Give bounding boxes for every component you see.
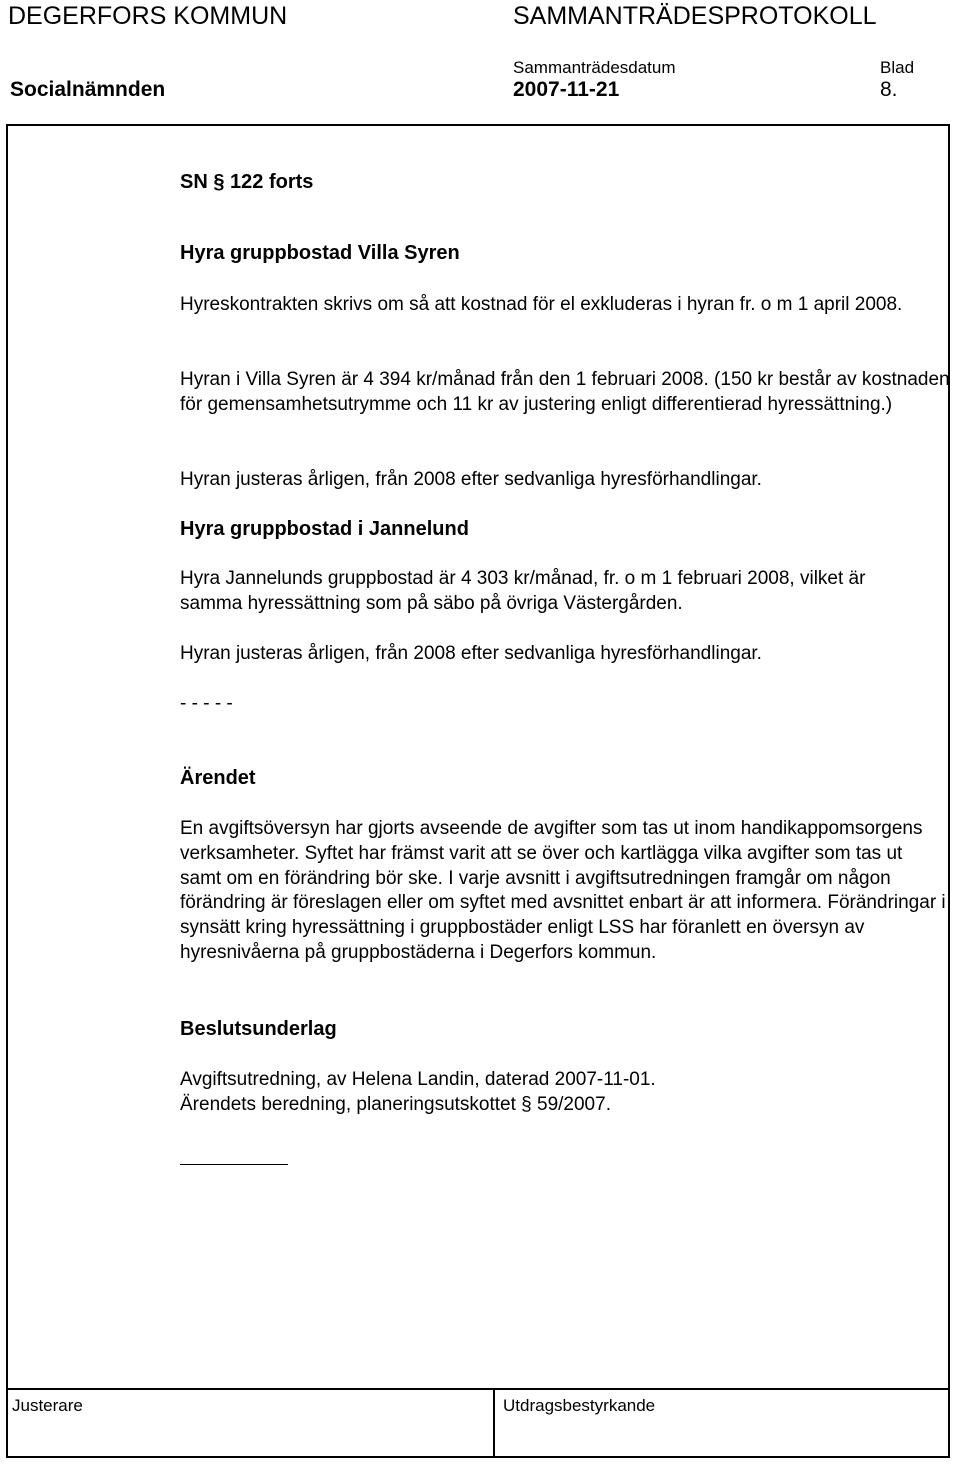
beslutsunderlag-heading: Beslutsunderlag xyxy=(180,1018,337,1040)
villa-syren-paragraph-3: Hyran justeras årligen, från 2008 efter sedvanliga hyresförhandlingar. xyxy=(180,469,762,490)
signature-line xyxy=(180,1164,288,1165)
section-reference: SN § 122 forts xyxy=(180,171,314,193)
page-frame xyxy=(6,124,950,1458)
page-number: 8. xyxy=(880,78,898,101)
jannelund-paragraph-1: Hyra Jannelunds gruppbostad är 4 303 kr/månad, fr. o m 1 februari 2008, vilket är samma hyressättning som på säbo på övriga Västergården. xyxy=(180,568,866,614)
meeting-date: 2007-11-21 xyxy=(513,78,620,101)
villa-syren-paragraph-1: Hyreskontrakten skrivs om så att kostnad för el exkluderas i hyran fr. o m 1 april 2008. xyxy=(180,294,903,315)
organization-name: DEGERFORS KOMMUN xyxy=(8,2,288,30)
villa-syren-heading: Hyra gruppbostad Villa Syren xyxy=(180,242,460,264)
document-type: SAMMANTRÄDESPROTOKOLL xyxy=(513,2,877,30)
jannelund-paragraph-2: Hyran justeras årligen, från 2008 efter sedvanliga hyresförhandlingar. xyxy=(180,643,762,664)
adjusters-label: Justerare xyxy=(12,1396,83,1415)
arendet-text: En avgiftsöversyn har gjorts avseende de avgifter som tas ut inom handikappomsorgens verksamheter. Syftet har främst varit att se över och kartlägga vilka avgifter som tas ut samt om en förändring bör ske. I varje avsnitt i avgiftsutredningen framgår om någon förändring är föreslagen eller om syftet med avsnittet enbart är att informera. Förändringar i synsätt kring hyressättning i gruppbostäder enligt LSS har föranlett en översyn av hyresnivåerna på gruppbostäderna i Degerfors kommun. xyxy=(180,818,946,963)
footer-column-divider xyxy=(493,1388,495,1458)
footer-separator xyxy=(6,1388,950,1390)
beslutsunderlag-item-2: Ärendets beredning, planeringsutskottet § 59/2007. xyxy=(180,1094,611,1115)
meeting-date-label: Sammanträdesdatum xyxy=(513,58,676,77)
beslutsunderlag-item-1: Avgiftsutredning, av Helena Landin, daterad 2007-11-01. xyxy=(180,1069,656,1090)
committee-name: Socialnämnden xyxy=(10,78,166,101)
arendet-heading: Ärendet xyxy=(180,767,256,789)
villa-syren-paragraph-2: Hyran i Villa Syren är 4 394 kr/månad från den 1 februari 2008. (150 kr består av kostnaden för gemensamhetsutrymme och 11 kr av justering enligt differentierad hyressättning.) xyxy=(180,369,950,415)
jannelund-heading: Hyra gruppbostad i Jannelund xyxy=(180,518,469,540)
section-separator: - - - - - xyxy=(180,693,233,714)
page-label: Blad xyxy=(880,58,915,77)
certifier-label: Utdragsbestyrkande xyxy=(503,1396,656,1415)
